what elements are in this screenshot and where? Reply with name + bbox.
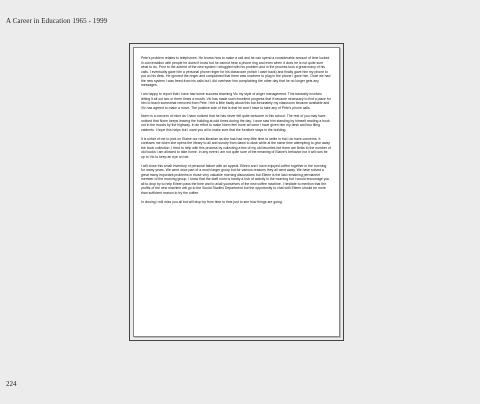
memo-paragraph: In closing I will miss you all but will drop by from time to time just to see how things are going.	[141, 199, 283, 204]
memo-body	[141, 56, 331, 208]
page-number: 224	[6, 380, 17, 388]
memo-paragraph: Norm is a concern of mine as I have noticed that he has never felt quite welcome in this school. The rest of you may have noticed that Norm keeps leaving the building at odd times during the day. I once saw him standing by himself reading a book out in the woods by the highway. In an effort to make Norm feel more at home I have given him my desk and two filing cabinets. I hope this helps but I want you all to make sure that the furniture stays in the building.	[141, 114, 330, 133]
memo-paragraph: I will close this small inventory of personal failure with an appeal. Eileen and I have enjoyed coffee together in the morning for many years. We were once part of a much larger group but for various reasons they all went away. We have solved a great many important problems in those very valuable morning discussions but Eileen is the last remaining permanent member of the morning group. I know that the staff room is hardly a hub of activity in the morning but I would encourage you all to drop by to help Eileen pass the time and to avail yourselves of the new coffee machine. I hesitate to mention that the profits of the new machine will go to the Social Studies Department but the opportunity to chat with Eileen should be more than sufficient reason to try the coffee.	[141, 163, 330, 195]
running-head: A Career in Education 1965 - 1999	[6, 17, 108, 25]
memo-paragraph: Pete's problem relates to telephones. He knows how to make a call and he can spend a considerable amount of time locked in conversation with people he doesn't know but he cannot hear a phone ring and even when it does he is not quite sure what to do. Prior to the advent of the new system I struggled with his problem and in the process took a great many of his calls. I eventually gave him a personal phone ringer for his classroom (which I want back) and finally gave him my phone to put on his desk. He ignored the ringer and complained that there was nowhere to plug in the phone I gave him. Once we had the new system I was freed from his calls but I did overhear him complaining the other day that he no longer gets any messages.	[141, 56, 331, 88]
memo-paragraph: It is unfair of me to pick on Elaine our new librarian as she has had very little time to settle in but I do have concerns. It confuses me when she opens the library to all and sundry from dawn to dusk while at the same time attempting to give away the book collection. I tried to help with this process by collecting a few of my old favorites but there are limits to the number of old books I am allowed to take home. In any event I am not quite sure of the meaning of Elaine's behavior but it will now be up to Vic to keep an eye on her.	[141, 136, 331, 159]
memo-sheet	[133, 47, 340, 337]
memo-paragraph: I am happy to report that I have had some success teaching Vic my style of anger management. This basically involves letting it all out two or three times a month. Vic has made such excellent progress that it became necessary to find a place for him to teach somewhat removed from Pete. I felt a little badly about this but fortunately my classroom became available and Vic has agreed to make a move. The positive side of this is that he won't have to take any of Pete's phone calls.	[141, 92, 331, 110]
